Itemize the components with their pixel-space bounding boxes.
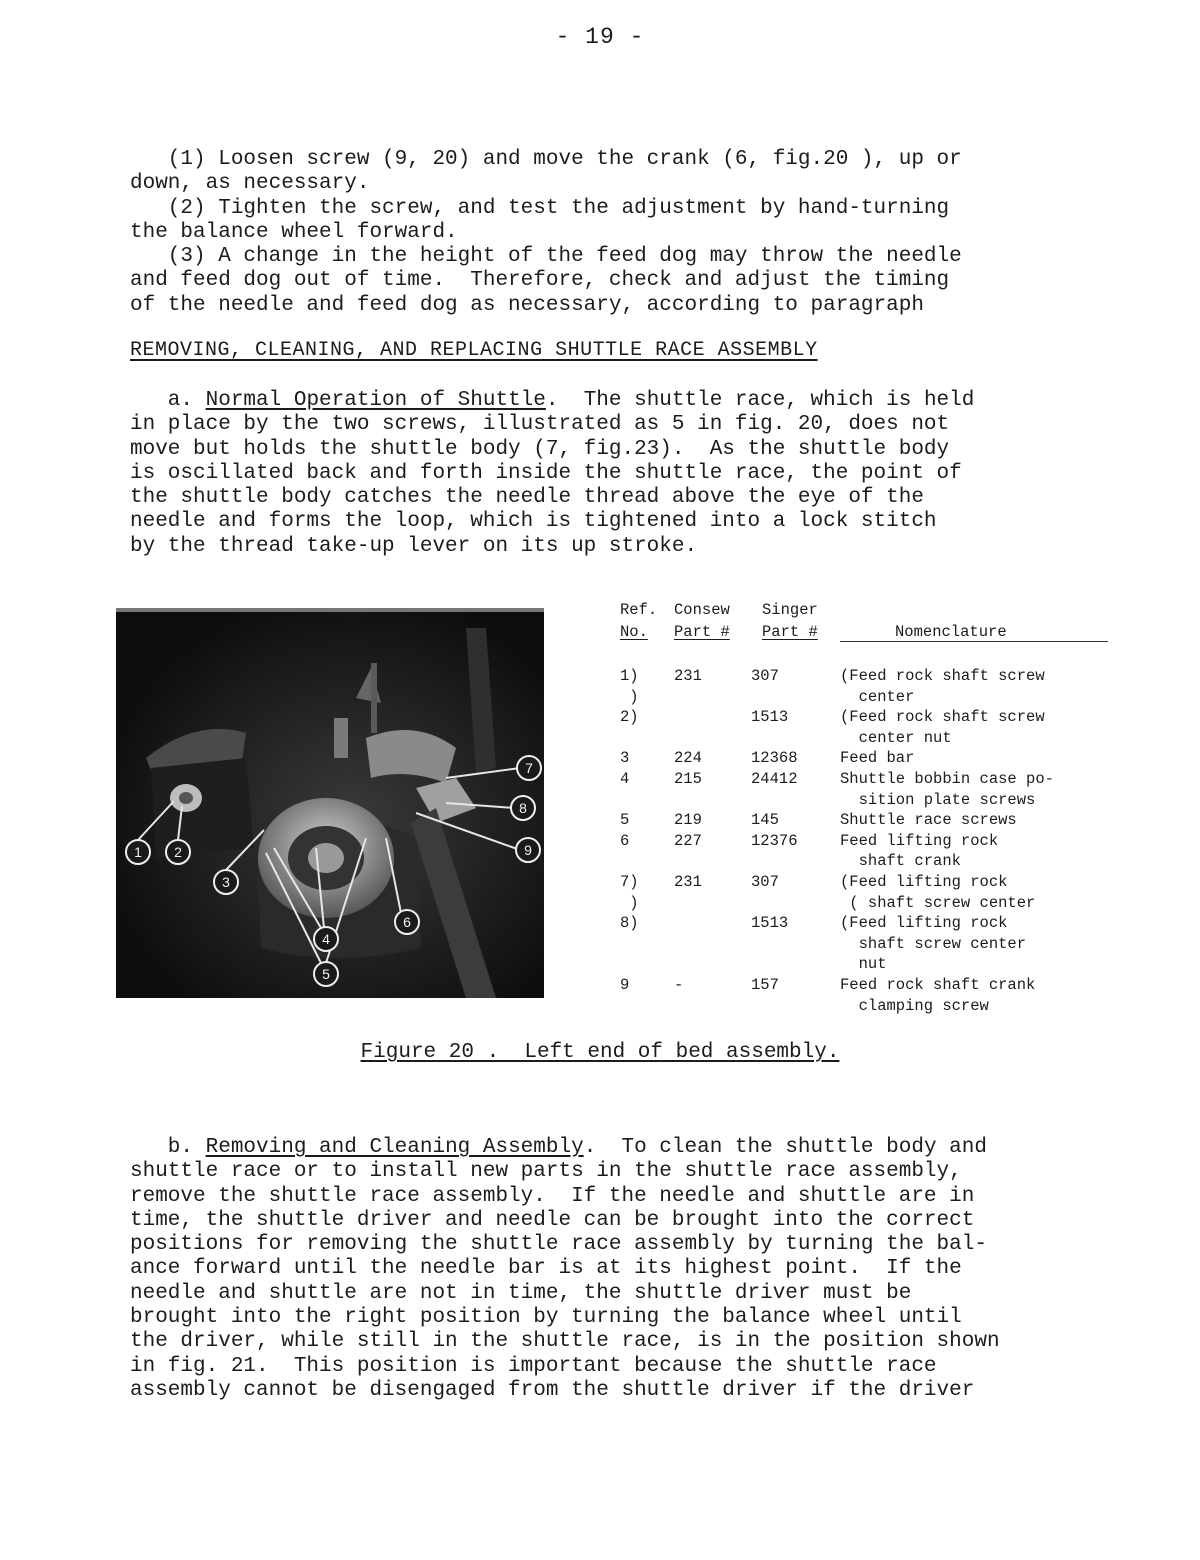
paragraph-b-lead: b.: [130, 1136, 206, 1159]
table-row: [620, 707, 1120, 748]
nomenclature-cell: (Feed lifting rock shaft screw center nut: [840, 914, 1027, 974]
consew-part-cell: 227: [674, 831, 702, 850]
singer-part-cell: 145: [751, 811, 779, 830]
ref-cell: 9: [620, 975, 630, 994]
nomenclature-cell: Feed rock shaft crank clamping screw: [840, 975, 1036, 1015]
consew-part-cell: -: [674, 975, 684, 994]
callout-1: 1: [134, 844, 142, 860]
figure-caption: [0, 1041, 1200, 1064]
table-row: [620, 975, 1120, 1016]
step-1: (1) Loosen screw (9, 20) and move the crank (6, fig.20 ), up or down, as necessary.: [130, 148, 962, 196]
paragraph-a-body: . The shuttle race, which is held in place by the two screws, illustrated as 5 in fig. 20, does not move but holds the shuttle body (7, fig.23). As the shuttle body is oscillated back and forth inside the shuttle race, the point of the shuttle body catches the needle thread above the eye of the needle and forms the loop, which is tightened into a lock stitch by the thread take-up lever on its up stroke.: [130, 389, 975, 558]
consew-part-cell: 219: [674, 811, 702, 830]
callout-5: 5: [322, 966, 330, 982]
table-body: [620, 666, 1120, 1016]
singer-part-cell: 1513: [751, 708, 789, 727]
paragraph-b-title: Removing and Cleaning Assembly: [205, 1136, 584, 1159]
table-row: [620, 810, 1120, 831]
ref-cell: 3: [620, 749, 630, 768]
header-ref-bottom: No.: [620, 623, 648, 641]
paragraph-a-title: Normal Operation of Shuttle: [205, 389, 546, 412]
callout-3: 3: [222, 874, 230, 890]
callout-6: 6: [403, 914, 411, 930]
table-row: [620, 666, 1120, 707]
singer-part-cell: 12368: [751, 749, 798, 768]
callout-4: 4: [322, 931, 330, 947]
table-header: [620, 600, 1120, 642]
paragraph-a: [130, 389, 1090, 559]
ref-cell: 4: [620, 769, 630, 788]
paragraph-b-body: . To clean the shuttle body and shuttle race or to install new parts in the shuttle race assembly, remove the shuttle race assembly. If the needle and shuttle are in time, the shuttle driver and needle can be brought into the correct positions for removing the shuttle race assembly by turning the bal- ance forward until the needle bar is at its highest point. If the needle and shuttle are not in time, the shuttle driver must be brought into the right position by turning the balance wheel until the driver, while still in the shuttle race, is in the position shown in fig. 21. This position is important because the shuttle race assembly cannot be disengaged from the shuttle driver if the driver: [130, 1136, 1000, 1402]
header-nomenclature: Nomenclature: [895, 623, 1007, 641]
figure-20-photo: [116, 608, 544, 998]
consew-part-cell: 231: [674, 667, 702, 685]
page-number: - 19 -: [555, 24, 645, 50]
ref-cell: 2): [620, 708, 639, 727]
parts-table: [620, 600, 1120, 1016]
table-row: [620, 831, 1120, 872]
ref-cell: 5: [620, 811, 630, 830]
header-singer-bottom: Part #: [762, 623, 818, 641]
nomenclature-cell: Shuttle race screws: [840, 811, 1017, 830]
consew-part-cell: 224: [674, 749, 702, 768]
paragraph-b: [130, 1136, 1130, 1403]
header-consew-bottom: Part #: [674, 623, 730, 641]
header-singer-top: Singer: [762, 601, 818, 619]
table-row: [620, 769, 1120, 810]
section-heading: REMOVING, CLEANING, AND REPLACING SHUTTLE RACE ASSEMBLY: [130, 339, 818, 362]
nomenclature-cell: Feed bar: [840, 749, 915, 768]
nomenclature-cell: (Feed rock shaft screw center: [840, 667, 1045, 706]
singer-part-cell: 1513: [751, 914, 789, 933]
callout-2: 2: [174, 844, 182, 860]
table-row: [620, 872, 1120, 913]
callout-layer: [116, 608, 544, 998]
nomenclature-cell: Feed lifting rock shaft crank: [840, 831, 999, 871]
step-2: (2) Tighten the screw, and test the adjustment by hand-turning the balance wheel forward.: [130, 197, 950, 245]
header-rule: [840, 641, 1108, 642]
step-3: (3) A change in the height of the feed dog may throw the needle and feed dog out of time. Therefore, check and adjust the timing of the needle and feed dog as necessary, according to paragraph: [130, 245, 962, 317]
nomenclature-cell: (Feed lifting rock ( shaft screw center: [840, 872, 1036, 912]
table-row: [620, 748, 1120, 769]
callout-9: 9: [524, 842, 532, 858]
figure-caption-text: Figure 20 . Left end of bed assembly.: [360, 1041, 840, 1064]
singer-part-cell: 307: [751, 872, 779, 891]
consew-part-cell: 231: [674, 872, 702, 891]
singer-part-cell: 307: [751, 667, 779, 685]
header-consew-top: Consew: [674, 601, 730, 619]
paragraph-a-lead: a.: [130, 389, 206, 412]
singer-part-cell: 157: [751, 975, 779, 994]
ref-cell: 7) ): [620, 872, 639, 912]
consew-part-cell: 215: [674, 769, 702, 788]
callout-8: 8: [519, 800, 527, 816]
singer-part-cell: 24412: [751, 769, 798, 788]
nomenclature-cell: (Feed rock shaft screw center nut: [840, 708, 1045, 747]
callout-markers: [126, 756, 541, 986]
table-row: [620, 913, 1120, 975]
ref-cell: 6: [620, 831, 630, 850]
header-ref-top: Ref.: [620, 601, 658, 619]
ref-cell: 1) ): [620, 667, 639, 706]
callout-7: 7: [525, 760, 533, 776]
nomenclature-cell: Shuttle bobbin case po- sition plate screws: [840, 769, 1054, 809]
singer-part-cell: 12376: [751, 831, 798, 850]
ref-cell: 8): [620, 914, 639, 933]
